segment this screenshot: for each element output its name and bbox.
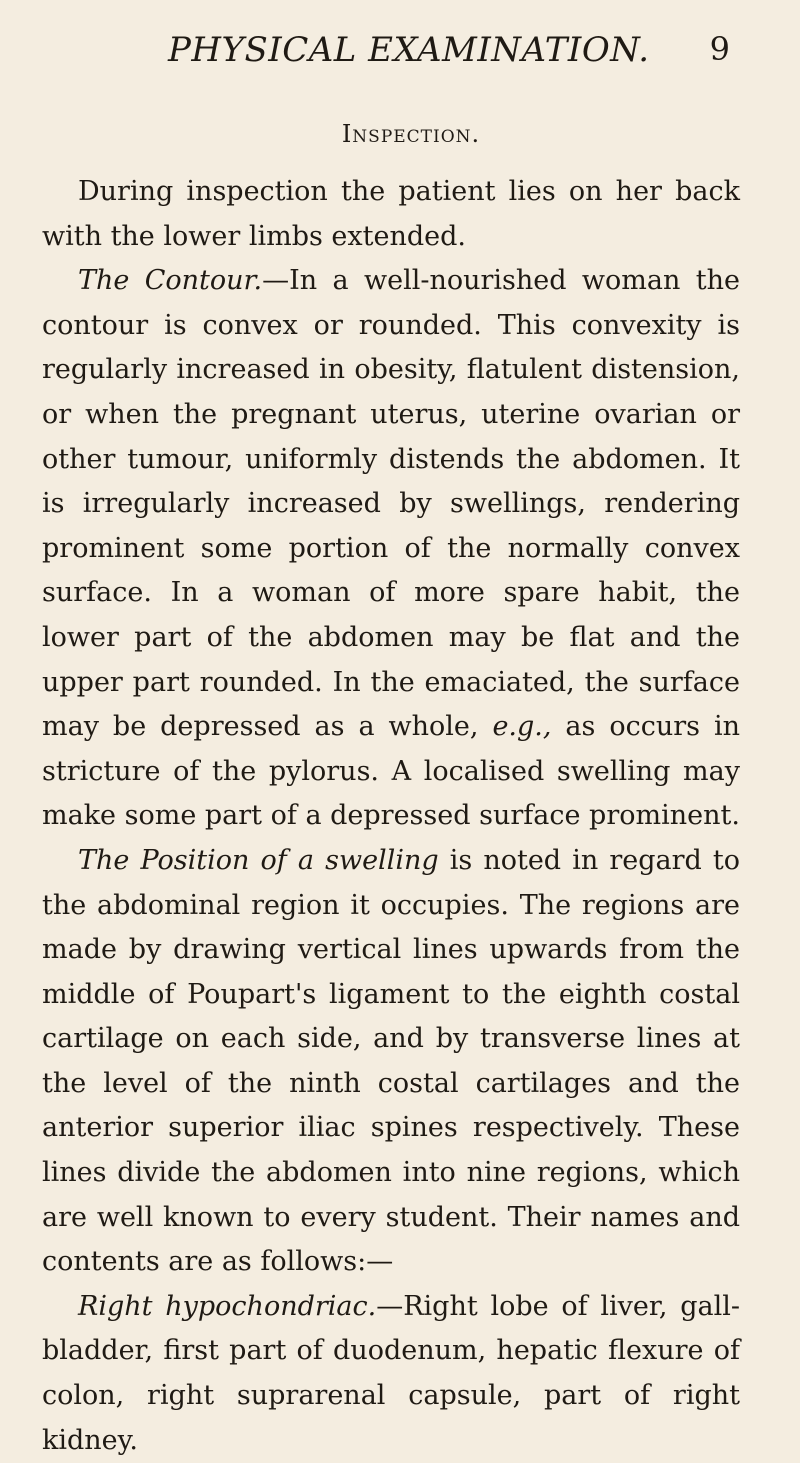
contour-lead: The Contour. [78, 265, 263, 297]
contour-eg: e.g., [492, 711, 552, 743]
right-hypochondriac-lead: Right hypochondriac. [78, 1290, 377, 1322]
running-title: PHYSICAL EXAMINATION. [168, 30, 650, 70]
paragraph-intro [42, 170, 740, 259]
position-lead: The Position of a swelling [78, 844, 439, 876]
running-head [42, 30, 740, 86]
contour-text-2: as occurs in stricture of the pylorus. A localised swelling may make some part of a depressed surface prominent. [42, 711, 740, 832]
paragraph-position [42, 839, 740, 1285]
contour-text: —In a well-nourished woman the contour is convex or rounded. This convexity is regularly increased in obesity, flatulent distension, or when the pregnant uterus, uterine ovarian or other tumour, uniformly distends the abdomen. It is irregularly increased by swellings, rendering prominent some portion of the normally convex surface. In a woman of more spare habit, the lower part of the abdomen may be flat and the upper part rounded. In the emaciated, the surface may be depressed as a whole, [42, 265, 740, 743]
page-number: 9 [709, 30, 730, 68]
position-text: is noted in regard to the abdominal region it occupies. The regions are made by drawing vertical lines upwards from the middle of Poupart's ligament to the eighth costal cartilage on each side, and by transverse lines at the level of the ninth costal cartilages and the anterior superior iliac spines respectively. These lines divide the abdomen into nine regions, which are well known to every student. Their names and contents are as follows:— [42, 844, 740, 1278]
paragraph-intro-text: During inspection the patient lies on her back with the lower limbs extended. [42, 176, 740, 252]
paragraph-right-hypochondriac [42, 1285, 740, 1463]
right-hypochondriac-text: —Right lobe of liver, gall-bladder, first part of duodenum, hepatic flexure of colon, right suprarenal capsule, part of right kidney. [42, 1290, 740, 1456]
paragraph-contour [42, 259, 740, 839]
section-heading: Inspection. [341, 120, 481, 148]
